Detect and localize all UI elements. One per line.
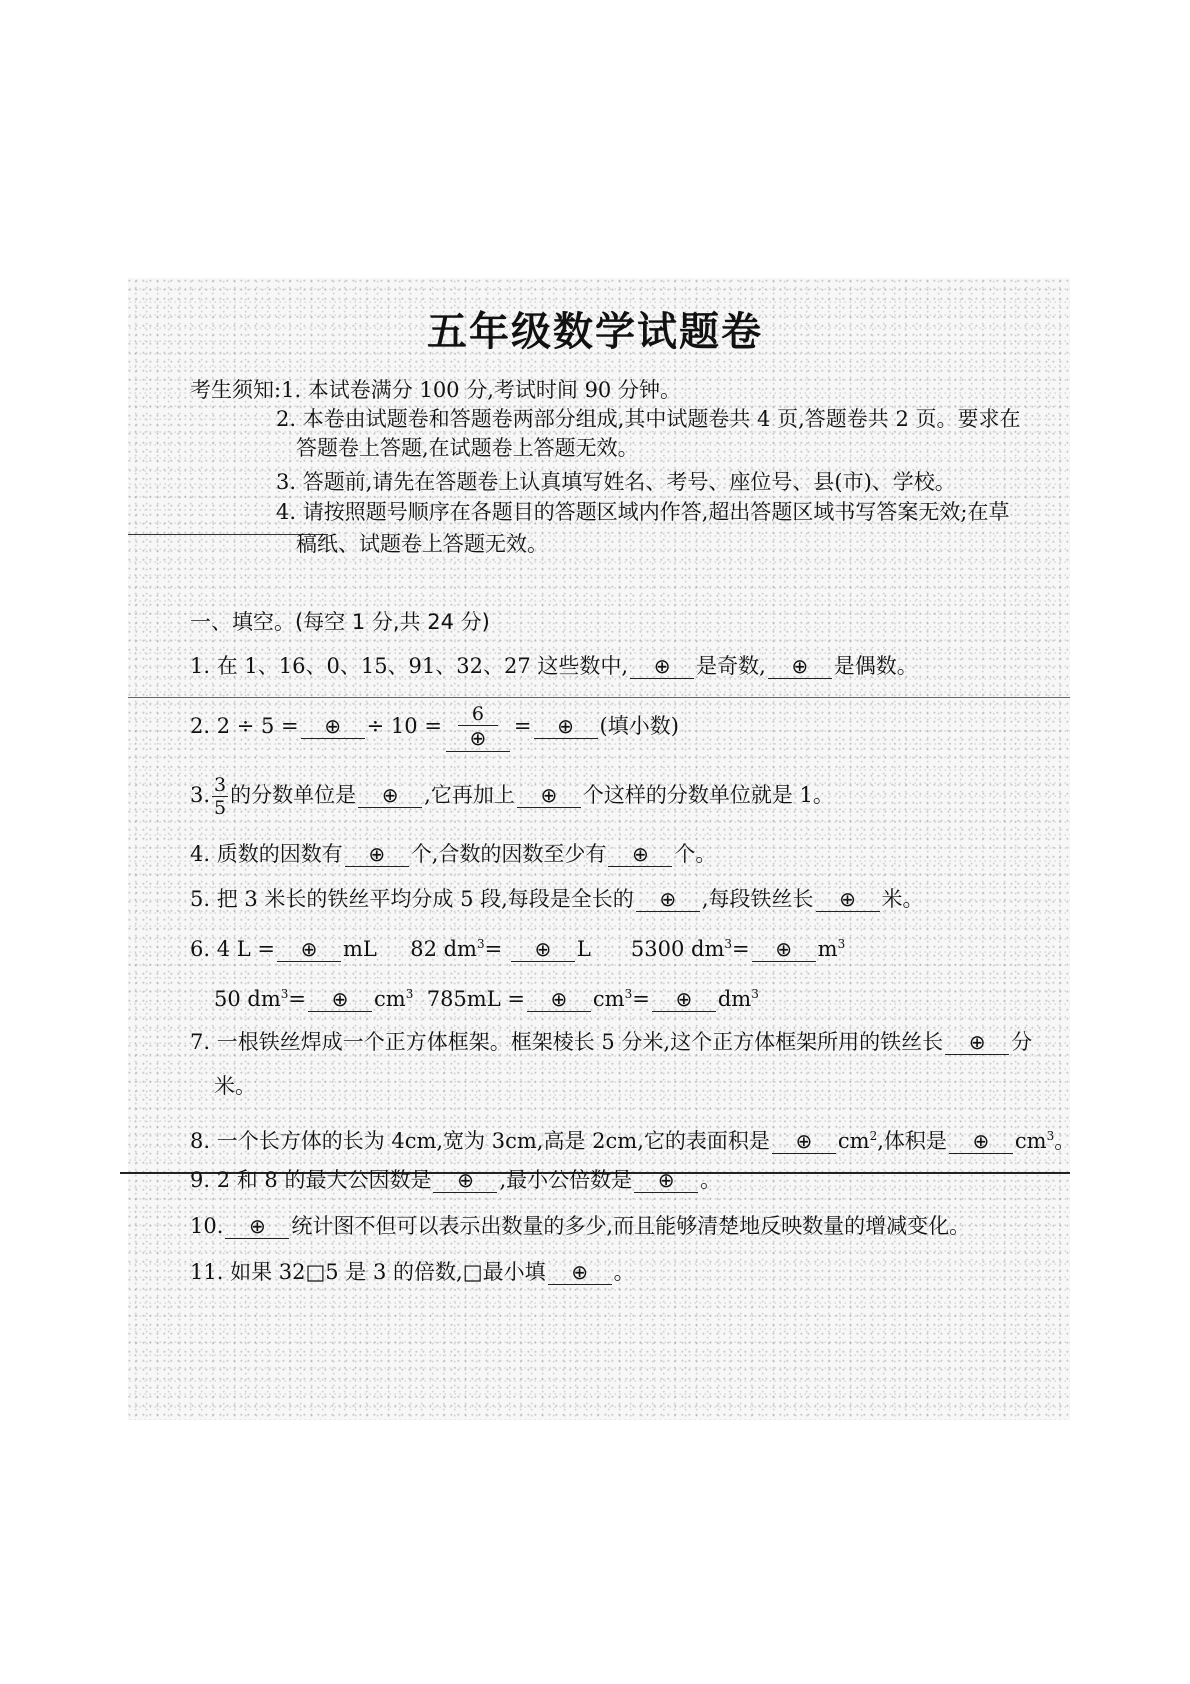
question-7 (190, 1028, 1032, 1056)
question-text: 。 (613, 1260, 635, 1284)
blank-marker: ⊕ (775, 937, 793, 961)
question-6 (190, 930, 845, 963)
blank-marker: ⊕ (534, 937, 552, 961)
answer-blank[interactable] (816, 887, 880, 912)
blank-marker: ⊕ (972, 1129, 990, 1153)
question-text: 82 dm (410, 937, 477, 961)
notice-item: 4. 请按照题号顺序在各题目的答题区域内作答,超出答题区域书写答案无效;在草 (276, 500, 1010, 524)
question-9 (190, 1166, 721, 1194)
unit-text: cm (837, 1129, 870, 1153)
notice-line-4 (276, 468, 956, 496)
answer-blank[interactable] (225, 1214, 289, 1239)
fraction-numerator: 6 (458, 703, 498, 726)
blank-marker: ⊕ (557, 714, 574, 738)
fraction (444, 703, 512, 752)
question-text: 11. 如果 32□5 是 3 的倍数,□最小填 (190, 1260, 546, 1284)
question-text: 。 (1054, 1129, 1076, 1153)
notice-line-1 (190, 376, 681, 404)
superscript: 3 (280, 987, 289, 1001)
unit-text: L (576, 937, 591, 961)
question-text: = (732, 937, 750, 961)
question-text: ,每段铁丝长 (701, 887, 814, 911)
question-text: = (288, 987, 307, 1011)
question-text: 4. 质数的因数有 (190, 842, 343, 866)
blank-marker: ⊕ (968, 1030, 986, 1054)
blank-marker: ⊕ (657, 1168, 675, 1192)
notice-item: 3. 答题前,请先在答题卷上认真填写姓名、考号、座位号、县(市)、学校。 (276, 470, 956, 494)
page-title: 五年级数学试题卷 (427, 309, 763, 355)
blank-marker: ⊕ (632, 842, 649, 866)
question-11 (190, 1258, 635, 1286)
superscript: 3 (1046, 1129, 1055, 1143)
answer-blank[interactable] (433, 1168, 497, 1193)
fraction (212, 774, 228, 819)
blank-marker: ⊕ (331, 987, 349, 1011)
question-text: ,它再加上 (424, 783, 515, 807)
question-text: 50 dm (214, 987, 281, 1011)
question-text: = (513, 714, 532, 738)
blank-marker: ⊕ (659, 887, 677, 911)
question-text: ÷ 10 = (366, 714, 442, 738)
notice-item: 答题卷上答题,在试题卷上答题无效。 (296, 436, 639, 460)
blank-marker: ⊕ (653, 654, 671, 678)
question-text: 米。 (881, 887, 924, 911)
question-text: 1. 在 1、16、0、15、91、32、27 这些数中, (190, 654, 629, 678)
answer-blank[interactable] (652, 987, 716, 1012)
question-text: 9. 2 和 8 的最大公因数是 (190, 1168, 432, 1192)
question-text: 10. (190, 1214, 224, 1238)
question-text: 是奇数, (696, 654, 766, 678)
question-text: ,体积是 (877, 1129, 947, 1153)
unit-text: cm (592, 987, 625, 1011)
notice-item: 稿纸、试题卷上答题无效。 (296, 532, 548, 556)
blank-marker: ⊕ (381, 783, 399, 807)
question-text: 分 (1011, 1030, 1033, 1054)
answer-blank[interactable] (527, 987, 591, 1012)
answer-blank[interactable] (446, 726, 510, 752)
answer-blank[interactable] (548, 1260, 612, 1285)
notice-line-2 (276, 405, 1020, 433)
notice-line-3 (296, 434, 639, 462)
section-heading (190, 608, 490, 636)
question-text: 6. 4 L = (190, 937, 275, 961)
notice-item: 2. 本卷由试题卷和答题卷两部分组成,其中试题卷共 4 页,答题卷共 2 页。要求在 (276, 407, 1021, 431)
question-4 (190, 840, 716, 868)
section-title: 一、填空。 (190, 610, 295, 634)
question-text: 个,合数的因数至少有 (410, 842, 607, 866)
question-1 (190, 652, 918, 680)
question-8 (190, 1122, 1075, 1155)
scan-line (128, 697, 1070, 698)
question-text: 个。 (674, 842, 717, 866)
answer-blank[interactable] (534, 714, 598, 739)
question-text: 785mL = (426, 987, 525, 1011)
question-text: 。 (700, 1168, 722, 1192)
question-10 (190, 1212, 970, 1240)
question-text: = (484, 937, 509, 961)
answer-blank[interactable] (358, 783, 422, 808)
blank-marker: ⊕ (249, 1214, 266, 1238)
blank-marker: ⊕ (550, 987, 568, 1011)
question-6-continued (214, 980, 759, 1013)
blank-marker: ⊕ (795, 1129, 813, 1153)
unit-text: dm (717, 987, 752, 1011)
question-number: 3. (190, 783, 211, 807)
unit-text: cm (374, 987, 406, 1011)
unit-text: mL (342, 937, 377, 961)
notice-line-5 (276, 498, 1009, 526)
question-text: 5. 把 3 米长的铁丝平均分成 5 段,每段是全长的 (190, 887, 634, 911)
superscript: 3 (624, 987, 633, 1001)
question-text: 统计图不但可以表示出数量的多少,而且能够清楚地反映数量的增减变化。 (291, 1214, 971, 1238)
answer-blank[interactable] (772, 1129, 836, 1154)
answer-blank[interactable] (277, 937, 341, 962)
superscript: 3 (724, 937, 733, 951)
blank-marker: ⊕ (324, 714, 342, 738)
question-5 (190, 885, 924, 913)
answer-blank[interactable] (949, 1129, 1013, 1154)
blank-marker: ⊕ (540, 783, 558, 807)
answer-blank[interactable] (345, 842, 409, 867)
answer-blank[interactable] (630, 654, 694, 679)
blank-marker: ⊕ (571, 1260, 588, 1284)
answer-blank[interactable] (768, 654, 832, 679)
answer-blank[interactable] (511, 937, 575, 962)
answer-blank[interactable] (608, 842, 672, 867)
notice-line-6 (296, 530, 548, 558)
blank-marker: ⊕ (457, 1168, 474, 1192)
superscript: 2 (869, 1129, 878, 1143)
superscript: 3 (405, 987, 414, 1001)
answer-blank[interactable] (634, 1168, 698, 1193)
blank-marker: ⊕ (300, 937, 318, 961)
question-text: 米。 (214, 1074, 256, 1098)
question-text: 7. 一根铁丝焊成一个正方体框架。框架棱长 5 分米,这个正方体框架所用的铁丝长 (190, 1030, 944, 1054)
question-3 (190, 772, 834, 819)
answer-blank[interactable] (752, 937, 816, 962)
question-text: = (632, 987, 650, 1011)
blank-marker: ⊕ (675, 987, 693, 1011)
answer-blank[interactable] (517, 783, 581, 808)
section-points: (每空 1 分,共 24 分) (295, 610, 490, 634)
blank-marker: ⊕ (368, 842, 386, 866)
question-text: 个这样的分数单位就是 1。 (582, 783, 834, 807)
notice-item: 1. 本试卷满分 100 分,考试时间 90 分钟。 (281, 378, 681, 402)
answer-blank[interactable] (636, 887, 700, 912)
superscript: 3 (837, 937, 846, 951)
question-text: 是偶数。 (833, 654, 918, 678)
blank-marker: ⊕ (839, 887, 856, 911)
notice-label: 考生须知: (190, 378, 282, 402)
question-text: 2. 2 ÷ 5 = (190, 714, 299, 738)
answer-blank[interactable] (301, 714, 365, 739)
question-text: (填小数) (599, 714, 679, 738)
question-text: 5300 dm (630, 937, 725, 961)
superscript: 3 (751, 987, 759, 1001)
question-text: 的分数单位是 (230, 783, 357, 807)
answer-blank[interactable] (945, 1030, 1009, 1055)
blank-marker: ⊕ (791, 654, 809, 678)
unit-text: cm (1014, 1129, 1047, 1153)
question-text: ,最小公倍数是 (499, 1168, 633, 1192)
answer-blank[interactable] (308, 987, 372, 1012)
question-text: 8. 一个长方体的长为 4cm,宽为 3cm,高是 2cm,它的表面积是 (190, 1129, 770, 1153)
blank-marker: ⊕ (469, 726, 487, 750)
fraction-numerator: 3 (214, 774, 227, 796)
question-7-continued (214, 1072, 256, 1100)
unit-text: m (817, 937, 838, 961)
question-2 (190, 702, 679, 752)
fraction-denominator: 5 (214, 797, 227, 819)
superscript: 3 (476, 937, 485, 951)
